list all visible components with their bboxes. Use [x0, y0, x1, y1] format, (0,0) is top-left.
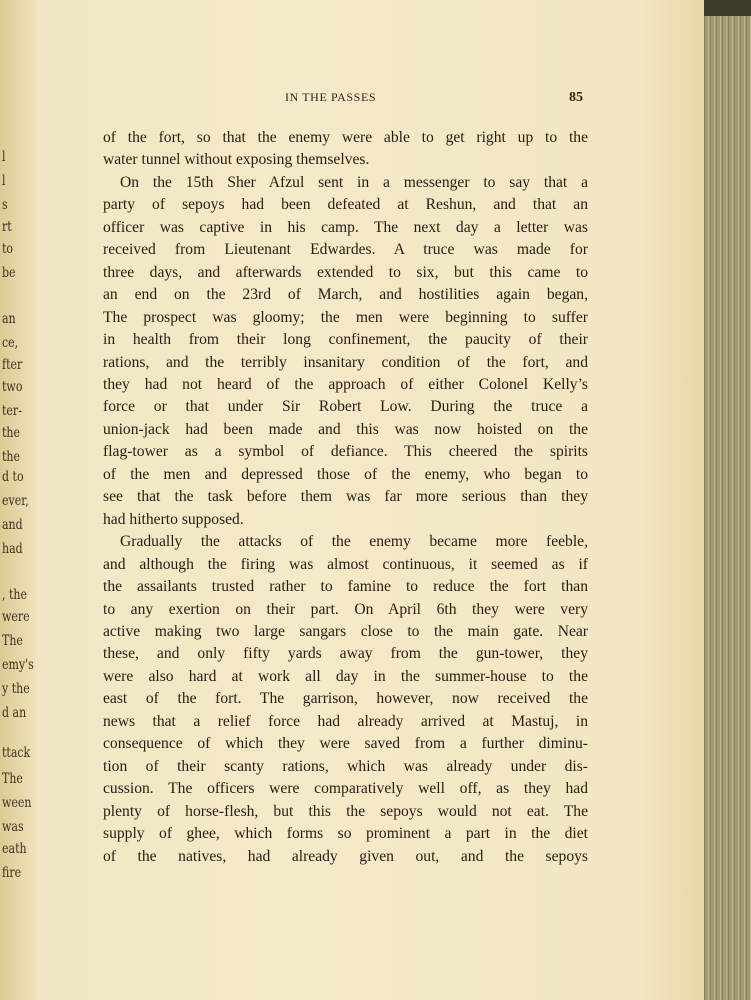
text-line: news that a relief force had already arrived at Mastuj, in: [103, 712, 588, 730]
text-line: these, and only fifty yards away from the gun-tower, they: [103, 645, 588, 663]
bleed-fragment: d to: [2, 468, 24, 485]
bleed-fragment: l: [2, 172, 6, 189]
bleed-fragment: ween: [2, 794, 32, 811]
text-line: were also hard at work all day in the summer-house to the: [103, 667, 588, 685]
text-line: east of the fort. The garrison, however, now received the: [103, 690, 588, 708]
bleed-fragment: was: [2, 818, 24, 835]
bleed-fragment: two: [2, 378, 23, 395]
bleed-fragment: to: [2, 240, 14, 257]
text-line: rations, and the terribly insanitary condition of the fort, and: [103, 353, 588, 371]
text-line: On the 15th Sher Afzul sent in a messenger to say that a: [120, 173, 588, 191]
text-line: active making two large sangars close to the main gate. Near: [103, 622, 588, 640]
bleed-fragment: ter-: [2, 402, 22, 419]
text-line: had hitherto supposed.: [103, 510, 244, 528]
bleed-fragment: The: [2, 632, 23, 649]
text-line: supply of ghee, which forms so prominent a part in the diet: [103, 825, 588, 843]
page-edges-shadow: [704, 0, 751, 16]
page-edges: [704, 0, 751, 1000]
text-line: see that the task before them was far more serious than they: [103, 488, 588, 506]
bleed-fragment: and: [2, 516, 23, 533]
bleed-fragment: fter: [2, 356, 23, 373]
text-line: cussion. The officers were comparatively well off, as they had: [103, 780, 588, 798]
bleed-fragment: were: [2, 608, 30, 625]
text-line: water tunnel without exposing themselves.: [103, 151, 370, 169]
text-line: force or that under Sir Robert Low. During the truce a: [103, 398, 588, 416]
text-line: the assailants trusted rather to famine to reduce the fort than: [103, 578, 588, 596]
text-line: to any exertion on their part. On April 6th they were very: [103, 600, 588, 618]
text-line: three days, and afterwards extended to six, but this came to: [103, 263, 588, 281]
bleed-fragment: y the: [2, 680, 30, 697]
text-line: party of sepoys had been defeated at Reshun, and that an: [103, 196, 588, 214]
text-line: received from Lieutenant Edwardes. A truce was made for: [103, 241, 588, 259]
bleed-fragment: d an: [2, 704, 27, 721]
text-line: of the natives, had already given out, and the sepoys: [103, 847, 588, 865]
text-line: flag-tower as a symbol of defiance. This cheered the spirits: [103, 443, 588, 461]
bleed-fragment: ever,: [2, 492, 29, 509]
bleed-fragment: be: [2, 264, 16, 281]
bleed-fragment: the: [2, 424, 21, 441]
text-line: of the men and depressed those of the enemy, who began to: [103, 465, 588, 483]
page-number: 85: [569, 90, 583, 105]
bleed-fragment: ttack: [2, 744, 31, 761]
bleed-fragment: l: [2, 148, 6, 165]
text-line: an end on the 23rd of March, and hostilities again began,: [103, 286, 588, 304]
bleed-fragment: fire: [2, 864, 22, 881]
body-text: [103, 127, 588, 868]
text-line: tion of their scanty rations, which was already under dis-: [103, 757, 588, 775]
text-line: of the fort, so that the enemy were able to get right up to the: [103, 129, 588, 146]
text-line: union-jack had been made and this was now hoisted on the: [103, 420, 588, 438]
text-line: The prospect was gloomy; the men were beginning to suffer: [103, 308, 588, 326]
text-line: they had not heard of the approach of either Colonel Kelly’s: [103, 375, 588, 393]
bleed-fragment: The: [2, 770, 23, 787]
text-line: officer was captive in his camp. The next day a letter was: [103, 218, 588, 236]
text-line: plenty of horse-flesh, but this the sepoys would not eat. The: [103, 802, 588, 820]
bleed-fragment: , the: [2, 586, 28, 603]
bleed-fragment: s: [2, 196, 8, 213]
bleed-fragment: had: [2, 540, 23, 557]
bleed-fragment: rt: [2, 218, 12, 235]
text-line: Gradually the attacks of the enemy became more feeble,: [120, 533, 588, 551]
text-line: and although the firing was almost continuous, it seemed as if: [103, 555, 588, 573]
bleed-fragment: an: [2, 310, 16, 327]
text-line: in health from their long confinement, the paucity of their: [103, 331, 588, 349]
running-head: IN THE PASSES: [285, 90, 377, 104]
bleed-fragment: the: [2, 448, 21, 465]
bleed-fragment: ce,: [2, 334, 19, 351]
bleed-fragment: emy's: [2, 656, 34, 673]
text-line: consequence of which they were saved from a further diminu-: [103, 735, 588, 753]
bleed-fragment: eath: [2, 840, 27, 857]
